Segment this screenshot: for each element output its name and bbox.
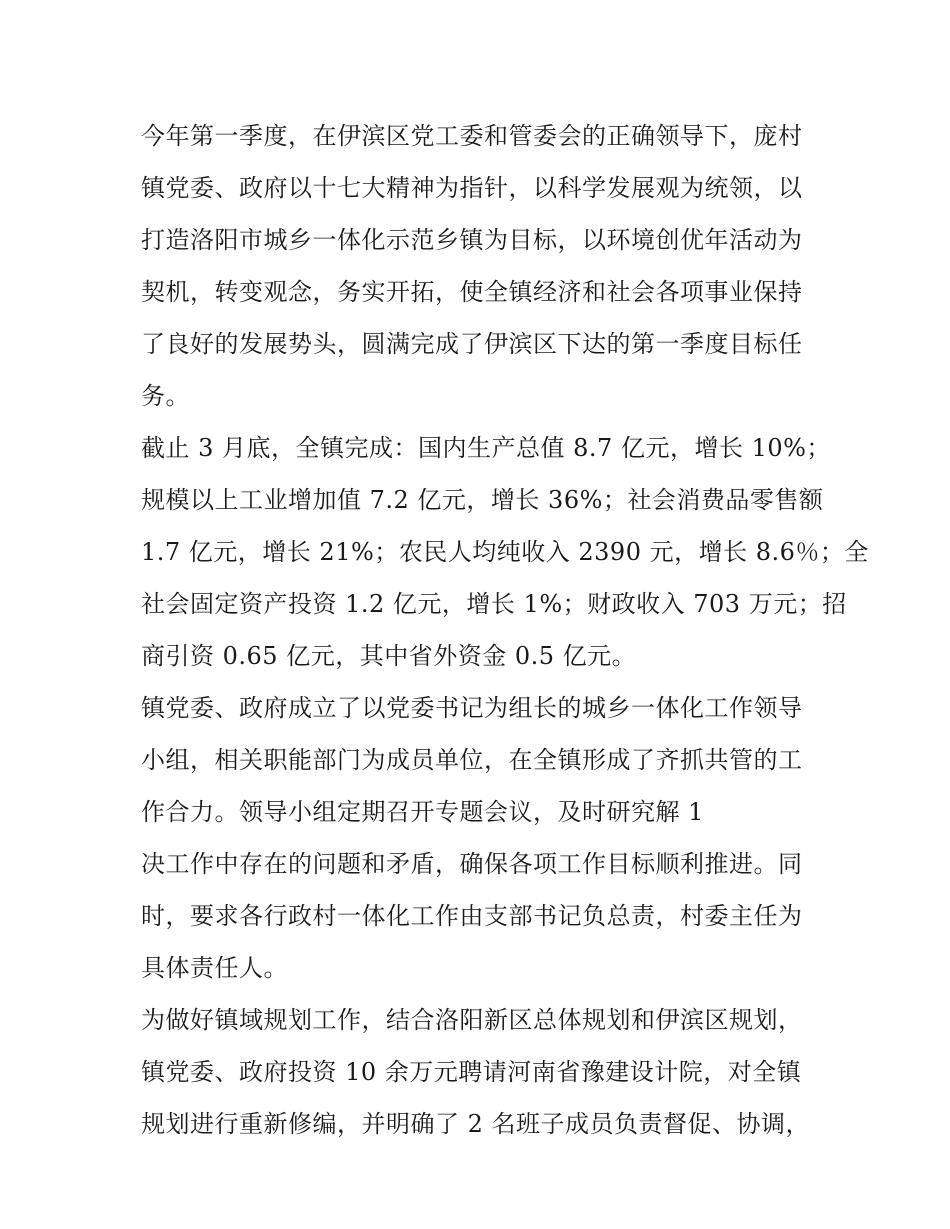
text-line: 了良好的发展势头，圆满完成了伊滨区下达的第一季度目标任 <box>141 330 803 358</box>
text-line: 截止 3 月底，全镇完成：国内生产总值 8.7 亿元，增长 10%； <box>141 434 831 462</box>
text-line: 契机，转变观念，务实开拓，使全镇经济和社会各项事业保持 <box>141 278 803 306</box>
text-line: 社会固定资产投资 1.2 亿元，增长 1%；财政收入 703 万元；招 <box>141 590 847 618</box>
text-line: 具体责任人。 <box>141 954 288 982</box>
text-line: 务。 <box>141 382 190 410</box>
text-line: 规划进行重新修编，并明确了 2 名班子成员负责督促、协调， <box>141 1110 811 1138</box>
text-line: 作合力。领导小组定期召开专题会议，及时研究解 1 <box>141 798 704 826</box>
text-line: 1.7 亿元，增长 21%；农民人均纯收入 2390 元，增长 8.6％；全 <box>141 538 869 566</box>
text-line: 镇党委、政府以十七大精神为指针，以科学发展观为统领，以 <box>141 174 803 202</box>
text-line: 今年第一季度，在伊滨区党工委和管委会的正确领导下，庞村 <box>141 122 803 150</box>
text-line: 为做好镇域规划工作，结合洛阳新区总体规划和伊滨区规划， <box>141 1006 803 1034</box>
text-line: 时，要求各行政村一体化工作由支部书记负总责，村委主任为 <box>141 902 803 930</box>
text-line: 小组，相关职能部门为成员单位，在全镇形成了齐抓共管的工 <box>141 746 803 774</box>
text-line: 决工作中存在的问题和矛盾，确保各项工作目标顺利推进。同 <box>141 850 803 878</box>
text-line: 镇党委、政府成立了以党委书记为组长的城乡一体化工作领导 <box>141 694 803 722</box>
text-line: 镇党委、政府投资 10 余万元聘请河南省豫建设计院，对全镇 <box>141 1058 802 1086</box>
text-line: 打造洛阳市城乡一体化示范乡镇为目标，以环境创优年活动为 <box>141 226 803 254</box>
body-text <box>141 110 869 1150</box>
text-line: 规模以上工业增加值 7.2 亿元，增长 36%；社会消费品零售额 <box>141 486 824 514</box>
text-line: 商引资 0.65 亿元，其中省外资金 0.5 亿元。 <box>141 642 637 670</box>
